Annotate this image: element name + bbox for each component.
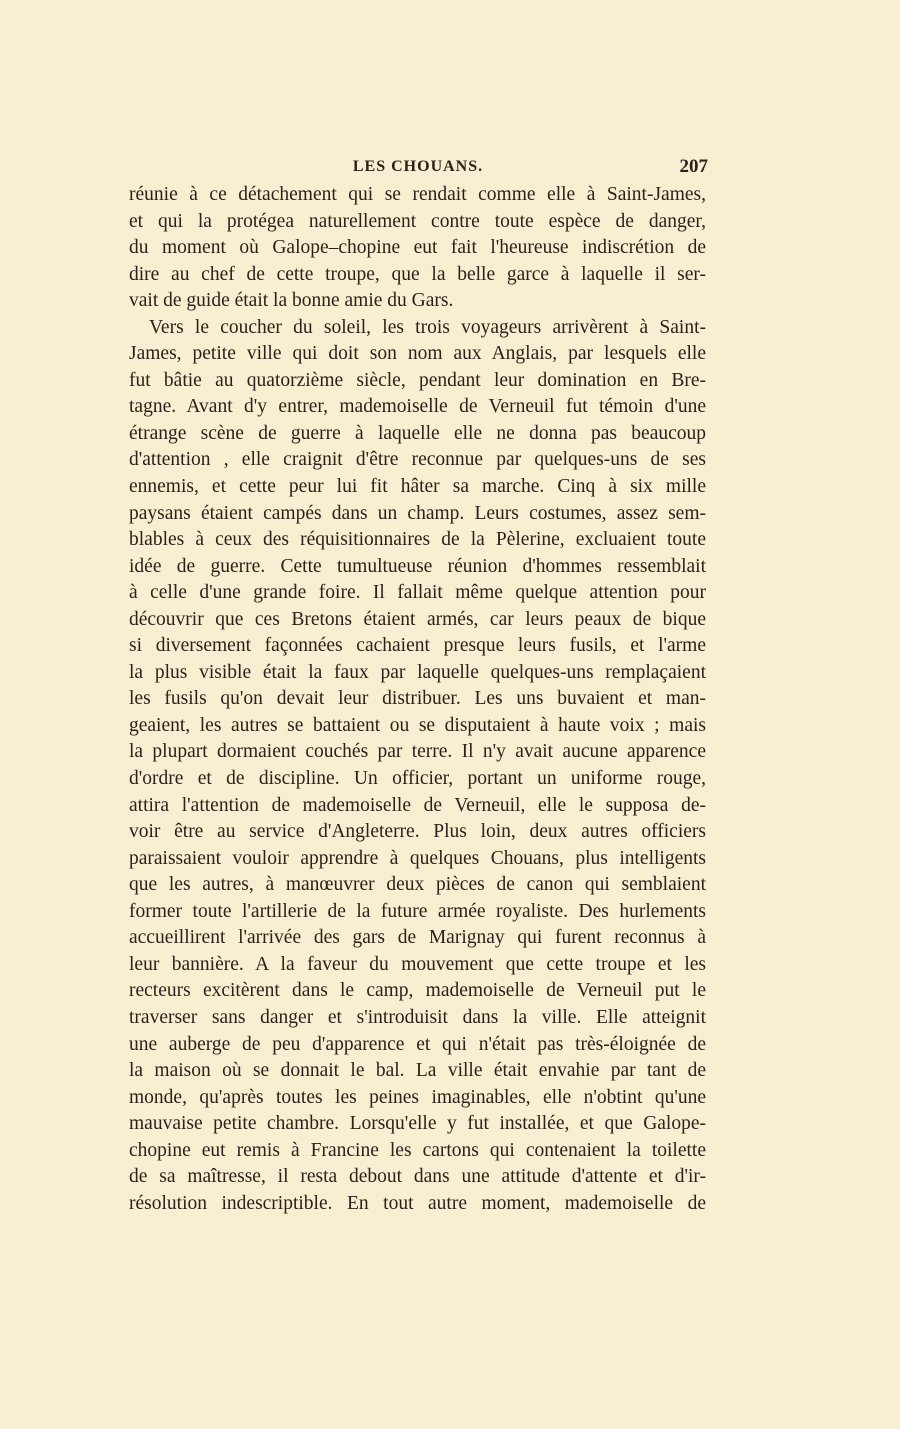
text-line: chopine eut remis à Francine les cartons qui contenaient la toilette: [129, 1139, 706, 1161]
paragraph: [129, 182, 706, 315]
text-line: la plupart dormaient couchés par terre. Il n'y avait aucune apparence: [129, 741, 706, 763]
text-line: monde, qu'après toutes les peines imaginables, elle n'obtint qu'une: [129, 1086, 706, 1108]
paragraph: [129, 315, 706, 1218]
text-line: blables à ceux des réquisitionnaires de la Pèlerine, excluaient toute: [129, 529, 706, 551]
text-line: idée de guerre. Cette tumultueuse réunion d'hommes ressemblait: [129, 555, 706, 577]
text-line: si diversement façonnées cachaient presque leurs fusils, et l'arme: [129, 635, 706, 657]
text-line: accueillirent l'arrivée des gars de Marignay qui furent reconnus à: [129, 927, 706, 949]
running-head: [128, 155, 708, 181]
text-line: vait de guide était la bonne amie du Gars.: [129, 290, 454, 312]
text-line: Vers le coucher du soleil, les trois voyageurs arrivèrent à Saint-: [149, 316, 706, 338]
text-line: mauvaise petite chambre. Lorsqu'elle y fut installée, et que Galope-: [129, 1113, 706, 1135]
text-line: étrange scène de guerre à laquelle elle ne donna pas beaucoup: [129, 422, 706, 444]
text-line: paraissaient vouloir apprendre à quelques Chouans, plus intelligents: [129, 847, 706, 869]
running-title: LES CHOUANS.: [352, 158, 484, 175]
text-line: James, petite ville qui doit son nom aux Anglais, par lesquels elle: [129, 343, 706, 365]
text-line: réunie à ce détachement qui se rendait comme elle à Saint-James,: [129, 184, 706, 205]
text-line: de sa maîtresse, il resta debout dans une attitude d'attente et d'ir-: [129, 1166, 706, 1188]
text-line: d'ordre et de discipline. Un officier, portant un uniforme rouge,: [129, 768, 706, 790]
text-line: et qui la protégea naturellement contre toute espèce de danger,: [129, 210, 706, 232]
page-number: 207: [679, 156, 708, 177]
text-line: à celle d'une grande foire. Il fallait même quelque attention pour: [129, 582, 706, 604]
text-line: former toute l'artillerie de la future armée royaliste. Des hurlements: [129, 900, 706, 922]
text-line: paysans étaient campés dans un champ. Leurs costumes, assez sem-: [129, 502, 706, 524]
text-line: la plus visible était la faux par laquelle quelques-uns remplaçaient: [129, 661, 706, 683]
text-line: que les autres, à manœuvrer deux pièces de canon qui semblaient: [129, 874, 706, 896]
text-line: une auberge de peu d'apparence et qui n'était pas très-éloignée de: [129, 1033, 706, 1055]
text-line: attira l'attention de mademoiselle de Verneuil, elle le supposa de-: [129, 794, 706, 816]
text-line: ennemis, et cette peur lui fit hâter sa marche. Cinq à six mille: [129, 476, 706, 498]
body-text: [129, 182, 706, 1217]
text-line: geaient, les autres se battaient ou se disputaient à haute voix ; mais: [129, 714, 706, 736]
text-line: traverser sans danger et s'introduisit dans la ville. Elle atteignit: [129, 1006, 706, 1028]
text-line: résolution indescriptible. En tout autre moment, mademoiselle de: [129, 1192, 706, 1214]
text-line: d'attention , elle craignit d'être reconnue par quelques-uns de ses: [129, 449, 706, 471]
text-line: voir être au service d'Angleterre. Plus loin, deux autres officiers: [129, 821, 706, 843]
text-line: leur bannière. A la faveur du mouvement que cette troupe et les: [129, 953, 706, 975]
text-line: recteurs excitèrent dans le camp, mademoiselle de Verneuil put le: [129, 980, 706, 1002]
text-line: découvrir que ces Bretons étaient armés, car leurs peaux de bique: [129, 608, 706, 630]
text-line: dire au chef de cette troupe, que la belle garce à laquelle il ser-: [129, 263, 706, 285]
text-line: tagne. Avant d'y entrer, mademoiselle de Verneuil fut témoin d'une: [129, 396, 706, 418]
text-line: du moment où Galope–chopine eut fait l'heureuse indiscrétion de: [129, 237, 706, 259]
text-line: les fusils qu'on devait leur distribuer. Les uns buvaient et man-: [129, 688, 706, 710]
text-line: la maison où se donnait le bal. La ville était envahie par tant de: [129, 1060, 706, 1082]
text-line: fut bâtie au quatorzième siècle, pendant leur domination en Bre-: [129, 369, 706, 391]
